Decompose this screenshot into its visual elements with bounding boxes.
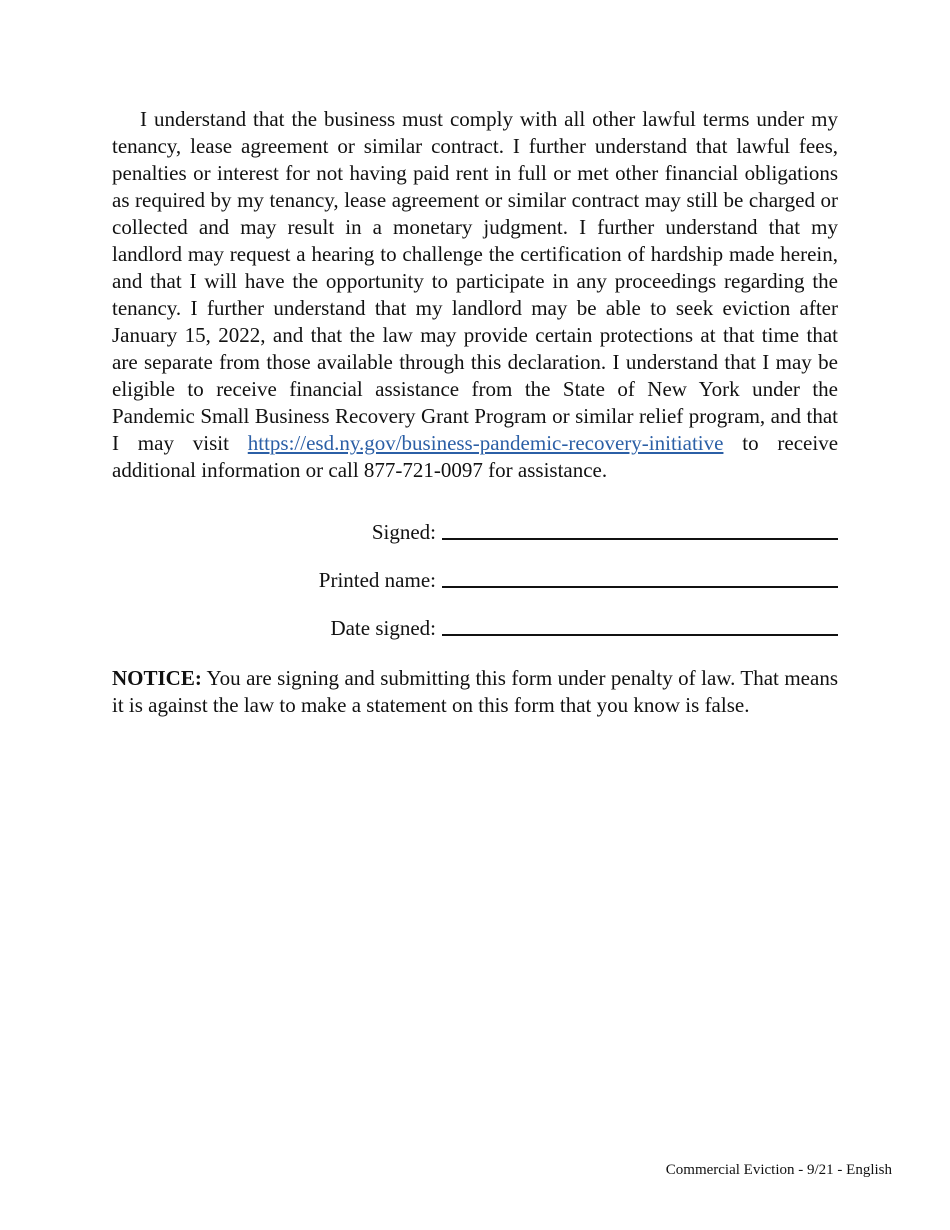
- date-signed-line[interactable]: [442, 634, 838, 636]
- printed-name-line[interactable]: [442, 586, 838, 588]
- recovery-initiative-link[interactable]: https://esd.ny.gov/business-pandemic-recovery-initiative: [247, 431, 724, 455]
- signed-row: [112, 516, 838, 546]
- paragraph-text-after-link: to receive additional information or call 877-721-0097 for assistance.: [112, 431, 839, 482]
- declaration-paragraph: [112, 106, 838, 484]
- notice-paragraph: [112, 665, 838, 719]
- page-footer: Commercial Eviction - 9/21 - English: [665, 1162, 892, 1178]
- notice-label: NOTICE:: [112, 666, 202, 690]
- signed-label: Signed:: [371, 520, 436, 544]
- date-signed-label: Date signed:: [330, 616, 436, 640]
- printed-name-label: Printed name:: [318, 568, 436, 592]
- printed-name-row: [112, 564, 838, 594]
- date-signed-row: [112, 612, 838, 642]
- paragraph-text-before-link: I understand that the business must comply with all other lawful terms under my tenancy, lease agreement or similar contract. I further understand that lawful fees, penalties or interest for not having paid rent in full or met other financial obligations as required by my tenancy, lease agreement or similar contract may still be charged or collected and may result in a monetary judgment. I further understand that my landlord may request a hearing to challenge the certification of hardship made herein, and that I will have the opportunity to participate in any proceedings regarding the tenancy. I further understand that my landlord may be able to seek eviction after January 15, 2022, and that the law may provide certain protections at that time that are separate from those available through this declaration. I understand that I may be eligible to receive financial assistance from the State of New York under the Pandemic Small Business Recovery Grant Program or similar relief program, and that I may visit: [112, 107, 838, 455]
- notice-text: You are signing and submitting this form under penalty of law. That means it is against the law to make a statement on this form that you know is false.: [112, 666, 838, 717]
- signed-line[interactable]: [442, 538, 838, 540]
